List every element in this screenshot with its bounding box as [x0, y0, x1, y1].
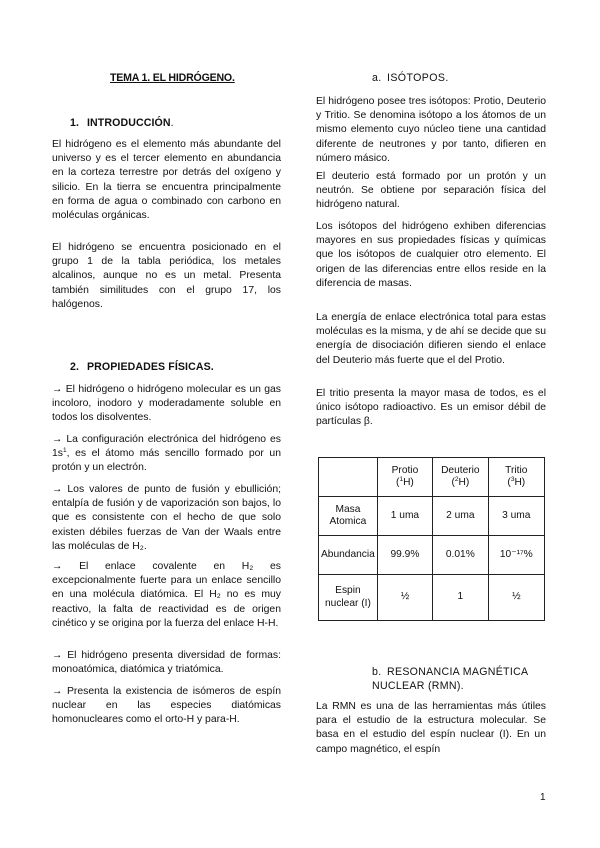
section-heading-propiedades — [70, 361, 214, 373]
section-heading-introduccion — [70, 117, 174, 129]
table-cell: 1 uma — [377, 497, 432, 536]
table-corner-cell — [319, 458, 378, 497]
isotopes-paragraph-5 — [316, 387, 546, 430]
mass-number: 1 — [399, 476, 404, 483]
table-header-cell — [377, 458, 432, 497]
table-cell: 1 — [433, 575, 489, 621]
table-cell: 0.01% — [433, 536, 489, 575]
property-item-4 — [52, 560, 281, 631]
table-cell: 99.9% — [377, 536, 432, 575]
rmn-paragraph-1 — [316, 700, 546, 757]
intro-paragraph-2 — [52, 241, 281, 312]
property-text: → Presenta la existencia de isómeros de espín nuclear en las especies diatómicas homonucleares como el orto-H y para-H. — [52, 686, 281, 726]
property-item-6 — [52, 685, 281, 728]
paragraph-text: El hidrógeno se encuentra posicionado en el grupo 1 de la tabla periódica, los metales alcalinos, aunque no es un metal. Presenta también similitudes con el grupo 17, los halógenos. — [52, 242, 281, 310]
table-cell: 10⁻¹⁷% — [488, 536, 544, 575]
section-title: PROPIEDADES FÍSICAS. — [87, 361, 214, 373]
section-number: 1. — [70, 117, 80, 129]
table-cell: ½ — [488, 575, 544, 621]
isotope-symbol-open: ( — [451, 477, 455, 488]
property-item-3 — [52, 483, 281, 554]
property-text: → Los valores de punto de fusión y ebullición; entalpía de fusión y de vaporización son bajos, lo que es consistente con el hecho de que solo existen débiles fuerzas de Van der Waals entre las moléculas de H₂. — [52, 484, 281, 552]
table-row — [319, 536, 545, 575]
isotopes-paragraph-1 — [316, 95, 546, 166]
row-label: Espin nuclear (I) — [319, 575, 378, 621]
paragraph-text: El hidrógeno posee tres isótopos: Protio, Deuterio y Tritio. Se denomina isótopo a los átomos de un mismo elemento cuyo núcleo tiene una cantidad diferente de neutrones y por tanto, difieren en número másico. — [316, 96, 546, 164]
paragraph-text: La RMN es una de las herramientas más útiles para el estudio de la estructura molecular. Se basa en el estudio del espín nuclear (I). En un campo magnético, el espín — [316, 701, 546, 755]
isotopes-paragraph-2 — [316, 170, 546, 213]
property-text-post: , es el átomo más sencillo formado por un protón y un electrón. — [52, 448, 281, 474]
subsection-heading-rmn — [372, 665, 544, 693]
isotopes-paragraph-4 — [316, 311, 546, 368]
isotope-name: Tritio — [505, 464, 528, 476]
property-item-1 — [52, 383, 281, 426]
subsection-title: ISÓTOPOS. — [387, 72, 449, 84]
table-cell: 3 uma — [488, 497, 544, 536]
property-text: → El hidrógeno presenta diversidad de formas: monoatómica, diatómica y triatómica. — [52, 650, 281, 676]
property-text: → El hidrógeno o hidrógeno molecular es un gas incoloro, inodoro y moderadamente soluble en todos los disolventes. — [52, 384, 281, 424]
table-header-row — [319, 458, 545, 497]
document-title: TEMA 1. EL HIDRÓGENO. — [110, 72, 235, 84]
section-title: INTRODUCCIÓN — [87, 117, 171, 129]
subsection-title: RESONANCIA MAGNÉTICA NUCLEAR (RMN). — [372, 666, 528, 692]
page-number: 1 — [540, 792, 546, 803]
intro-paragraph-1 — [52, 138, 281, 223]
section-number: 2. — [70, 361, 80, 373]
isotope-symbol: H) — [514, 477, 526, 488]
section-title-period: . — [170, 117, 174, 129]
property-text — [52, 433, 281, 476]
paragraph-text: El deuterio está formado por un protón y un neutrón. Se obtiene por separación física del hidrógeno natural. — [316, 171, 546, 211]
property-item-5 — [52, 649, 281, 677]
subsection-letter: b. — [372, 666, 382, 678]
superscript: 1 — [62, 447, 67, 455]
row-label: Abundancia — [319, 536, 378, 575]
isotope-symbol: H) — [403, 477, 414, 488]
paragraph-text: El tritio presenta la mayor masa de todos, es el único isótopo radioactivo. Es un emisor débil de partículas β. — [316, 388, 546, 428]
isotope-symbol: H) — [458, 477, 470, 488]
isotopes-table — [318, 457, 545, 621]
isotope-symbol-open: ( — [507, 477, 511, 488]
paragraph-text: Los isótopos del hidrógeno exhiben diferencias mayores en sus propiedades físicas y químicas que los isótopos de cualquier otro elemento. El origen de las diferencias entre ellos reside en la diferencia de masas. — [316, 221, 546, 289]
mass-number: 3 — [510, 476, 515, 483]
isotope-symbol-open: ( — [396, 477, 400, 488]
table-header-cell — [433, 458, 489, 497]
table-cell: 2 uma — [433, 497, 489, 536]
property-text: → El enlace covalente en H₂ es excepcionalmente fuerte para un enlace sencillo en una molécula diatómica. El H₂ no es muy reactivo, la falta de reactividad es de origen cinético y se origina por la fuerza del enlace H-H. — [52, 561, 281, 629]
subsection-letter: a. — [372, 72, 382, 84]
paragraph-text: La energía de enlace electrónica total para estas moléculas es la misma, y de ahí se decide que su energía de disociación difieren siendo el enlace del Deuterio más fuerte que el del Protio. — [316, 312, 546, 366]
property-text-pre: → La configuración electrónica del hidrógeno es 1s — [52, 434, 281, 460]
isotopes-paragraph-3 — [316, 220, 546, 291]
table-row — [319, 497, 545, 536]
table-cell: ½ — [377, 575, 432, 621]
table-row — [319, 575, 545, 621]
isotope-name: Protio — [391, 464, 419, 476]
subsection-heading-isotopos — [372, 72, 449, 84]
isotope-name: Deuterio — [441, 464, 480, 476]
row-label: Masa Atomica — [319, 497, 378, 536]
paragraph-text: El hidrógeno es el elemento más abundante del universo y es el tercer elemento en abundancia en la corteza terrestre por detrás del oxígeno y silicio. En la tierra se encuentra principalmente en forma de agua o combinado con carbono en moléculas orgánicas. — [52, 139, 281, 222]
property-item-2 — [52, 433, 281, 476]
table-header-cell — [488, 458, 544, 497]
mass-number: 2 — [454, 476, 459, 483]
